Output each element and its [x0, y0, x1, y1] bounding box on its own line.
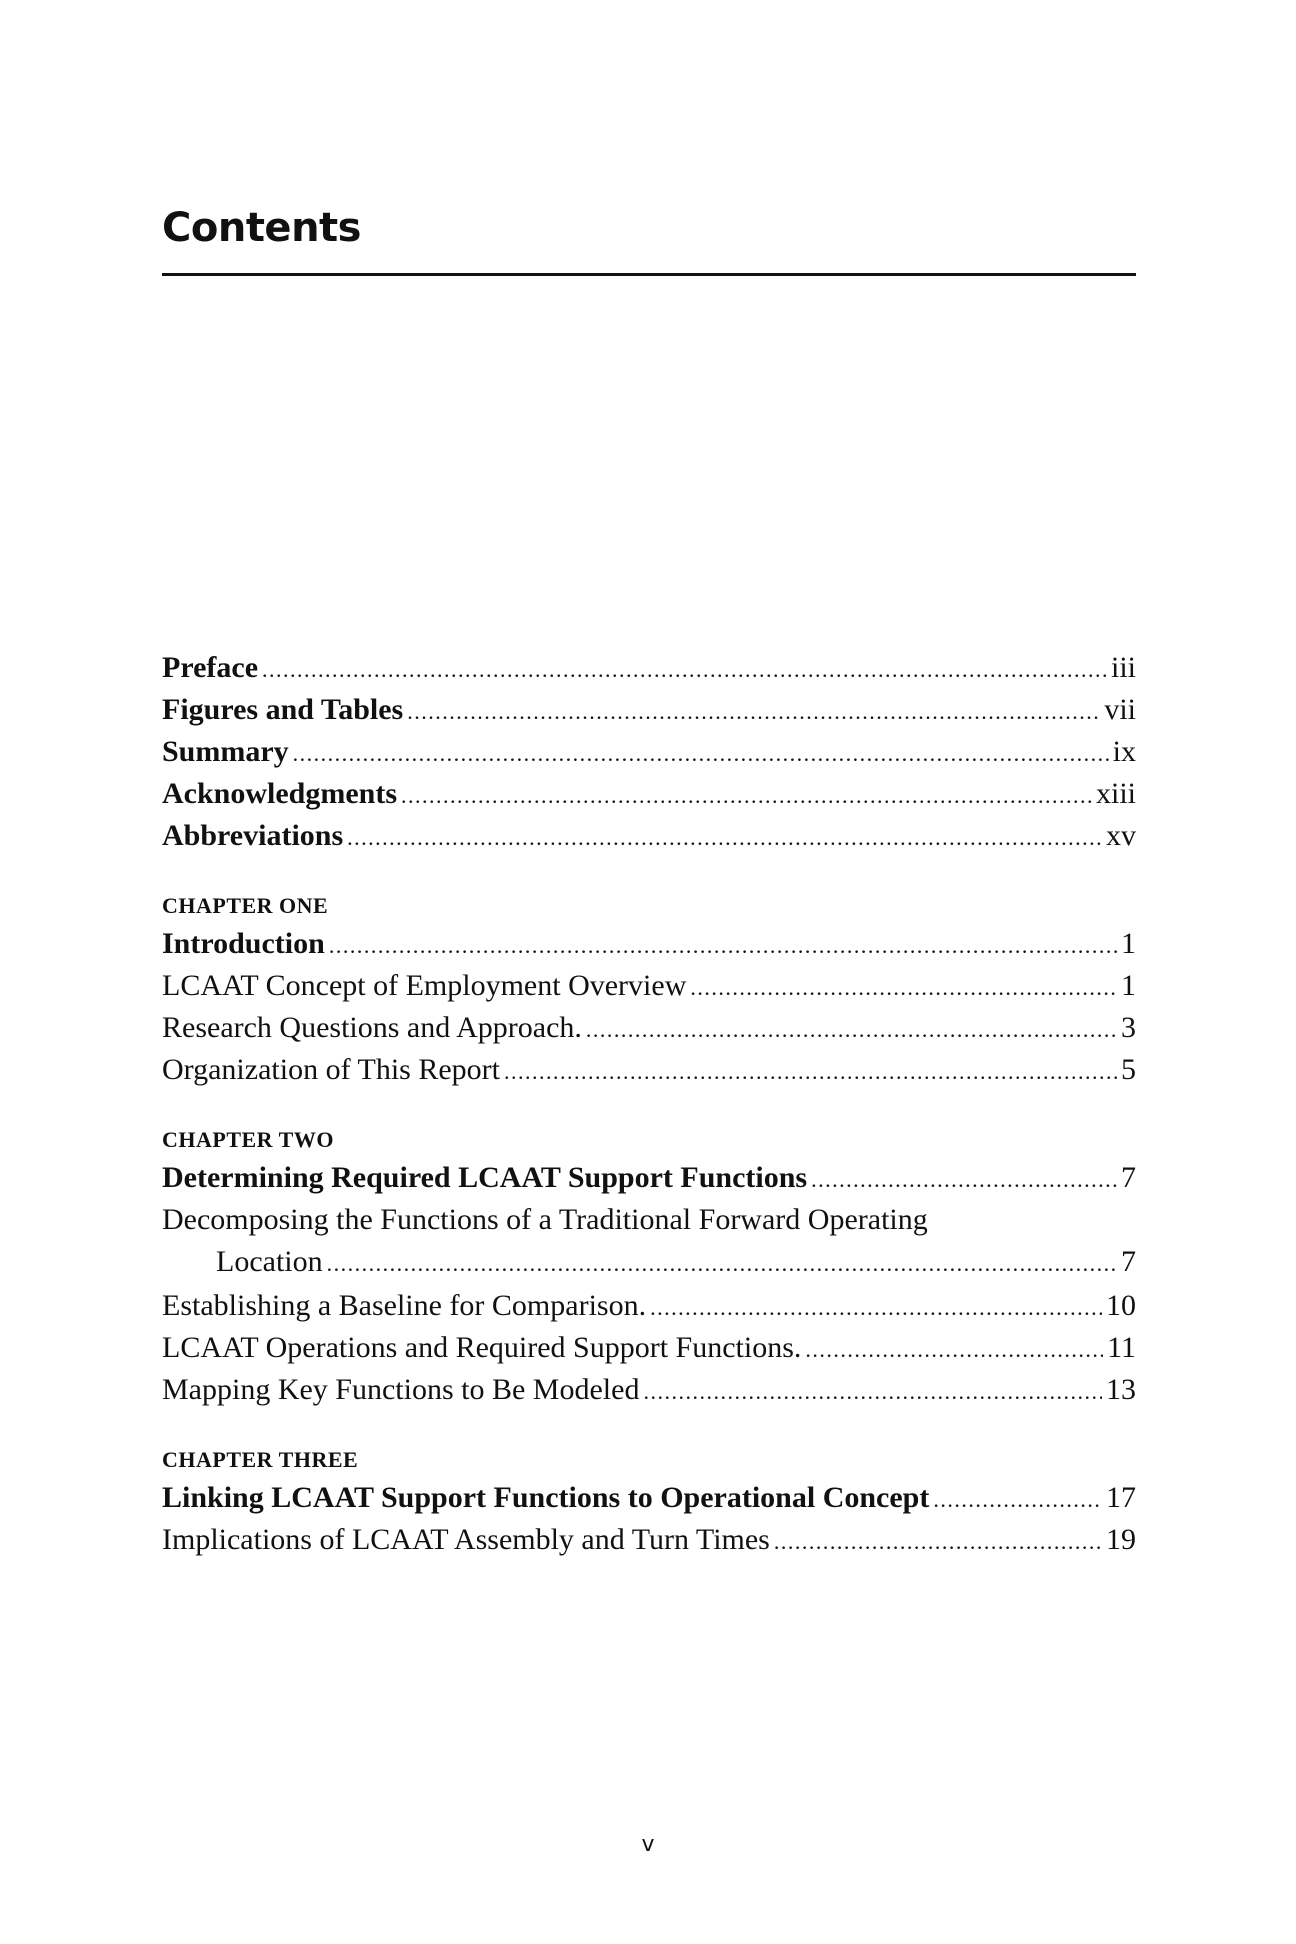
dot-leader	[774, 1521, 1102, 1563]
toc-entry-title: Figures and Tables	[162, 693, 404, 726]
toc-section-entry[interactable]	[162, 1369, 1136, 1411]
toc-entry-page: 13	[1106, 1373, 1136, 1406]
toc-entry-title: Linking LCAAT Support Functions to Operational Concept	[162, 1481, 930, 1514]
toc-entry-title: Organization of This Report	[162, 1053, 500, 1086]
toc-entry-title: Summary	[162, 735, 289, 768]
toc-entry-page: 1	[1121, 969, 1136, 1002]
chapter-label: CHAPTER ONE	[162, 893, 329, 918]
dot-leader	[805, 1329, 1103, 1371]
toc-entry-page: 11	[1107, 1331, 1136, 1364]
toc-entry-page: 19	[1106, 1523, 1136, 1556]
dot-leader	[401, 775, 1092, 817]
toc-entry-page: 7	[1121, 1161, 1136, 1194]
dot-leader	[407, 691, 1100, 733]
toc-section-entry[interactable]	[162, 1519, 1136, 1561]
toc-entry-title-continued: Location	[216, 1245, 323, 1278]
toc-entry-title: Research Questions and Approach.	[162, 1011, 582, 1044]
toc-entry-page: 1	[1121, 927, 1136, 960]
chapter-label: CHAPTER TWO	[162, 1127, 334, 1152]
toc-entry-abbreviations[interactable]	[162, 815, 1136, 857]
toc-section-entry[interactable]	[162, 1199, 1136, 1285]
dot-leader	[690, 967, 1117, 1009]
toc-entry-page: 5	[1121, 1053, 1136, 1086]
toc-chapter-title[interactable]	[162, 1157, 1136, 1199]
page-number: v	[641, 1832, 655, 1857]
toc-entry-figures-and-tables[interactable]	[162, 689, 1136, 731]
dot-leader	[327, 1243, 1117, 1285]
toc-entry-title: LCAAT Concept of Employment Overview	[162, 969, 687, 1002]
toc-entry-title: LCAAT Operations and Required Support Functions.	[162, 1331, 802, 1364]
toc-entry-title: Determining Required LCAAT Support Functions	[162, 1161, 808, 1194]
dot-leader	[933, 1479, 1102, 1521]
dot-leader	[650, 1287, 1102, 1329]
dot-leader	[504, 1051, 1117, 1093]
toc-chapter-title[interactable]	[162, 923, 1136, 965]
toc-entry-summary[interactable]	[162, 731, 1136, 773]
toc-section-entry[interactable]	[162, 1007, 1136, 1049]
toc-entry-page: xv	[1106, 819, 1136, 852]
toc-entry-title: Preface	[162, 651, 259, 684]
dot-leader	[293, 733, 1109, 775]
dot-leader	[262, 649, 1107, 691]
dot-leader	[347, 817, 1102, 859]
toc-entry-title: Abbreviations	[162, 819, 344, 852]
toc-entry-title: Implications of LCAAT Assembly and Turn Times	[162, 1523, 770, 1556]
toc-entry-acknowledgments[interactable]	[162, 773, 1136, 815]
chapter-label: CHAPTER THREE	[162, 1447, 359, 1472]
toc-section-entry[interactable]	[162, 965, 1136, 1007]
toc-entry-page: vii	[1104, 693, 1136, 726]
toc-section-entry[interactable]	[162, 1049, 1136, 1091]
toc-entry-page: 3	[1121, 1011, 1136, 1044]
toc-entry-title: Acknowledgments	[162, 777, 398, 810]
toc-entry-page: iii	[1110, 651, 1136, 684]
dot-leader	[811, 1159, 1117, 1201]
table-of-contents	[162, 647, 1136, 1561]
toc-entry-continuation	[162, 1241, 1136, 1285]
page-title: Contents	[162, 205, 361, 251]
toc-entry-page: 7	[1121, 1245, 1136, 1278]
toc-entry-title: Establishing a Baseline for Comparison.	[162, 1289, 647, 1322]
toc-entry-title: Decomposing the Functions of a Traditional Forward Operating	[162, 1203, 928, 1236]
toc-entry-page: xiii	[1095, 777, 1136, 810]
toc-entry-title: Mapping Key Functions to Be Modeled	[162, 1373, 640, 1406]
toc-entry-page: 17	[1106, 1481, 1136, 1514]
toc-chapter-title[interactable]	[162, 1477, 1136, 1519]
toc-entry-page: ix	[1112, 735, 1136, 768]
toc-section-entry[interactable]	[162, 1327, 1136, 1369]
dot-leader	[329, 925, 1117, 967]
toc-section-entry[interactable]	[162, 1285, 1136, 1327]
toc-entry-preface[interactable]	[162, 647, 1136, 689]
dot-leader	[586, 1009, 1117, 1051]
toc-entry-title: Introduction	[162, 927, 325, 960]
dot-leader	[643, 1371, 1102, 1413]
toc-entry-page: 10	[1106, 1289, 1136, 1322]
title-rule	[162, 273, 1136, 276]
